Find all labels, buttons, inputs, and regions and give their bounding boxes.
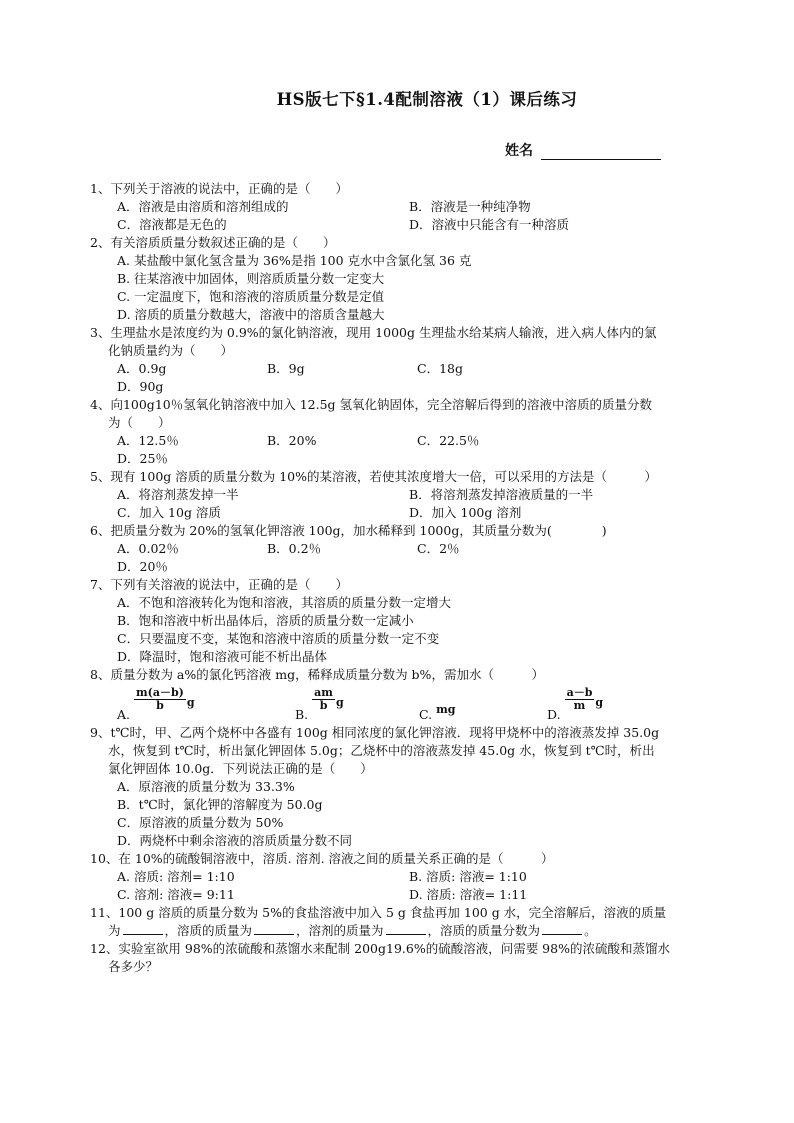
question-5 [90,468,710,522]
question-stem-line: 为（ ） [108,415,171,430]
option-a[interactable]: A．溶液是由溶质和溶剂组成的 [117,199,289,214]
option-label: C. [419,707,433,722]
question-stem: 10、在 10%的硫酸铜溶液中，溶质. 溶剂. 溶液之间的质量关系正确的是（ ） [90,851,554,866]
question-8 [90,666,710,724]
question-stem: 8、质量分数为 a%的氯化钙溶液 mg，稀释成质量分数为 b%，需加水（ ） [90,667,544,682]
option-c[interactable]: C．2％ [417,541,460,556]
option-b[interactable]: B．将溶剂蒸发掉溶液质量的一半 [409,487,594,502]
page-title: HS版七下§1.4配制溶液（1）课后练习 [276,90,578,109]
fraction-denominator: b [156,699,164,712]
option-d[interactable]: D．两烧杯中剩余溶液的溶质质量分数不同 [117,833,353,848]
question-10 [90,850,710,904]
name-blank[interactable] [541,145,661,160]
answer-blank[interactable] [542,922,582,935]
option-a[interactable]: A．12.5％ [117,433,179,448]
option-c[interactable] [419,703,547,724]
question-stem-line: 氯化钾固体 10.0g．下列说法正确的是（ ） [108,761,373,776]
option-label: B. [295,707,309,722]
question-stem-line: 12、实验室欲用 98%的浓硫酸和蒸馏水来配制 200g19.6%的硫酸溶液，问需要 98%的浓硫酸和蒸馏水 [90,941,670,956]
option-a[interactable]: A．0.02％ [117,541,179,556]
option-label: D. [547,707,561,722]
option-c[interactable]: C．溶液都是无色的 [117,217,227,232]
option-label: A. [117,707,131,722]
question-2 [90,234,710,324]
fill-text: ，溶质的质量为 [164,923,253,938]
option-a[interactable]: A. 溶质: 溶剂= 1:10 [117,869,235,884]
question-9 [90,724,710,850]
question-6 [90,522,710,576]
option-b[interactable] [295,687,419,724]
fraction-denominator: m [573,699,586,712]
option-c[interactable]: C. 溶剂: 溶液= 9:11 [117,887,235,902]
option-d[interactable] [547,687,603,724]
option-a[interactable]: A．0.9g [117,361,167,376]
fill-text: 为 [108,923,121,938]
option-b[interactable]: B. 往某溶液中加固体，则溶质质量分数一定变大 [117,271,385,286]
option-c[interactable]: C．原溶液的质量分数为 50% [117,815,284,830]
option-a[interactable] [117,687,295,724]
answer-blank[interactable] [123,922,163,935]
fraction-expression [565,687,604,718]
option-a[interactable]: A. 某盐酸中氯化氢含量为 36%是指 100 克水中含氯化氢 36 克 [117,253,472,268]
option-c[interactable]: C．只要温度不变，某饱和溶液中溶质的质量分数一定不变 [117,631,440,646]
question-3 [90,324,710,396]
option-b[interactable]: B．t℃时，氯化钾的溶解度为 50.0g [117,797,323,812]
fill-in-line [90,922,710,940]
fraction-expression [134,687,195,718]
option-c[interactable]: C．22.5％ [417,433,480,448]
question-stem-line: 9、t℃时，甲、乙两个烧杯中各盛有 100g 相同浓度的氯化钾溶液．现将甲烧杯中的溶液蒸发掉 35.0g [90,725,660,740]
question-stem: 5、现有 100g 溶质的质量分数为 10%的某溶液，若使其浓度增大一倍，可以采用的方法是（ ） [90,469,658,484]
question-12 [90,940,710,976]
question-stem: 6、把质量分数为 20%的氢氧化钾溶液 100g，加水稀释到 1000g，其质量分数为( ) [90,523,607,538]
question-stem-line: 11、100 g 溶质的质量分数为 5%的食盐溶液中加入 5 g 食盐再加 100 g 水，完全溶解后，溶液的质量 [90,905,667,920]
option-b[interactable]: B. 溶质: 溶液= 1:10 [409,869,527,884]
option-c[interactable]: C. 一定温度下，饱和溶液的溶质质量分数是定值 [117,289,385,304]
unit: g [335,696,344,709]
fill-text: ，溶质的质量分数为 [427,923,541,938]
answer-blank[interactable] [254,922,294,935]
answer-blank[interactable] [386,922,426,935]
name-label: 姓名 [505,143,533,159]
fill-text: ，溶剂的质量为 [296,923,384,938]
option-d[interactable]: D．20％ [117,559,168,574]
fraction-numerator: a－b [566,686,593,699]
option-c[interactable]: C．18g [417,361,463,376]
question-list [90,180,710,976]
option-d[interactable]: D. 溶质: 溶液= 1:11 [409,887,528,902]
option-d[interactable]: D．溶液中只能含有一种溶质 [409,217,570,232]
question-stem-line: 3、生理盐水是浓度约为 0.9%的氯化钠溶液，现用 1000g 生理盐水给某病人输液，进入病人体内的氯 [90,325,657,340]
name-field [505,140,661,160]
unit: g [595,696,604,709]
option-d[interactable]: D．降温时，饱和溶液可能不析出晶体 [117,649,328,664]
fraction-expression [312,687,343,718]
question-stem-line: 水，恢复到 t℃时，析出氯化钾固体 5.0g；乙烧杯中的溶液蒸发掉 45.0g 水，恢复到 t℃时，析出 [108,743,655,758]
option-b[interactable]: B．溶液是一种纯净物 [409,199,531,214]
fraction-numerator: m(a－b) [136,686,184,699]
option-a[interactable]: A．原溶液的质量分数为 33.3% [117,779,295,794]
question-7 [90,576,710,666]
question-stem: 2、有关溶质质量分数叙述正确的是（ ） [90,235,336,250]
option-d[interactable]: D．25％ [117,451,168,466]
question-stem-line: 4、向100g10％氢氧化钠溶液中加入 12.5g 氢氧化钠固体，完全溶解后得到的溶液中溶质的质量分数 [90,397,653,412]
fraction-numerator: am [314,686,333,699]
question-4 [90,396,710,468]
option-a[interactable]: A．将溶剂蒸发掉一半 [117,487,239,502]
question-stem-line: 各多少？ [108,959,159,974]
option-b[interactable]: B．9g [267,361,305,376]
option-d[interactable]: D．90g [117,379,164,394]
question-stem: 7、下列有关溶液的说法中，正确的是（ ） [90,577,348,592]
question-1 [90,180,710,234]
option-d[interactable]: D．加入 100g 溶剂 [409,505,522,520]
option-value: mg [436,703,456,716]
fraction-denominator: b [319,699,328,712]
question-stem: 1、下列关于溶液的说法中，正确的是（ ） [90,181,348,196]
option-c[interactable]: C．加入 10g 溶质 [117,505,221,520]
unit: g [186,696,195,709]
question-11 [90,904,710,940]
option-b[interactable]: B．饱和溶液中析出晶体后，溶质的质量分数一定减小 [117,613,414,628]
option-a[interactable]: A．不饱和溶液转化为饱和溶液，其溶质的质量分数一定增大 [117,595,452,610]
option-b[interactable]: B．20% [267,433,317,448]
question-stem-line: 化钠质量约为（ ） [108,343,234,358]
fill-text: 。 [584,923,597,938]
option-d[interactable]: D. 溶质的质量分数越大，溶液中的溶质含量越大 [117,307,385,322]
option-b[interactable]: B．0.2％ [267,541,322,556]
